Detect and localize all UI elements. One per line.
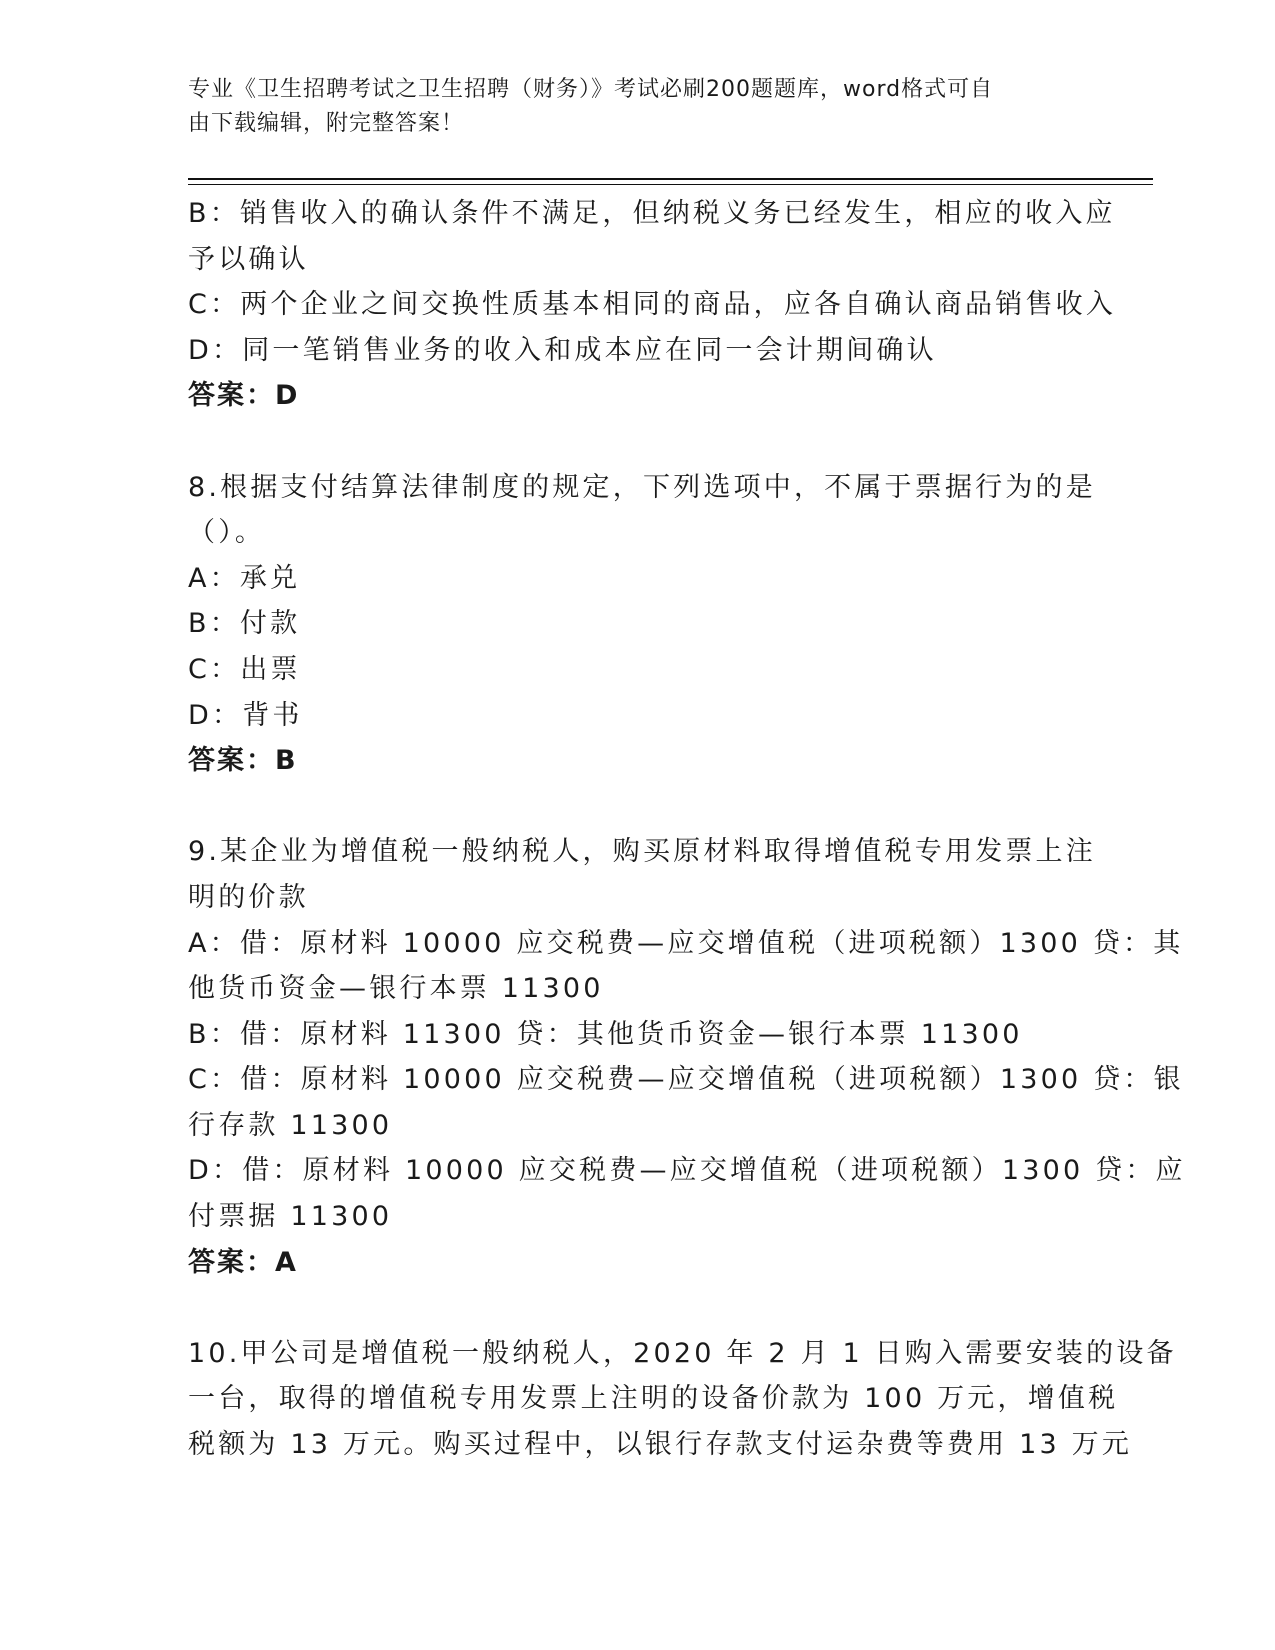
option-a: A：承兑: [188, 562, 301, 594]
header-title-line-2: 由下载编辑，附完整答案！: [188, 111, 465, 136]
spacer: [188, 1285, 1088, 1331]
document-body: [188, 191, 1186, 1468]
question-stem-line-3: 税额为 13 万元。购买过程中，以银行存款支付运杂费等费用 13 万元: [188, 1429, 1133, 1461]
question-stem-line-2: 一台，取得的增值税专用发票上注明的设备价款为 100 万元，增值税: [188, 1383, 1119, 1415]
option-c-line-2: 行存款 11300: [188, 1109, 393, 1141]
option-a-line-1: A：借：原材料 10000 应交税费—应交增值税（进项税额）1300 贷：其: [188, 927, 1184, 959]
spacer: [188, 784, 1088, 830]
option-d: D：同一笔销售业务的收入和成本应在同一会计期间确认: [188, 334, 937, 366]
option-b-line-1: B：销售收入的确认条件不满足，但纳税义务已经发生，相应的收入应: [188, 198, 1116, 229]
header-title-line-1: 专业《卫生招聘考试之卫生招聘（财务）》考试必刷200题题库，word格式可自: [188, 77, 994, 102]
question-stem-line-1: 9.某企业为增值税一般纳税人，购买原材料取得增值税专用发票上注: [188, 836, 1096, 868]
question-7-continued: [188, 191, 1117, 419]
option-b: B：借：原材料 11300 贷：其他货币资金—银行本票 11300: [188, 1018, 1023, 1050]
option-d: D：背书: [188, 699, 303, 731]
header-divider-thin: [188, 184, 1153, 185]
option-a-line-2: 他货币资金—银行本票 11300: [188, 973, 604, 1005]
option-b-line-2: 予以确认: [188, 243, 309, 275]
question-stem-line-2: 明的价款: [188, 881, 309, 913]
question-9: [188, 829, 1186, 1285]
option-c: C：两个企业之间交换性质基本相同的商品，应各自确认商品销售收入: [188, 289, 1117, 321]
option-d-line-2: 付票据 11300: [188, 1201, 393, 1233]
answer-label: 答案：A: [188, 1246, 298, 1278]
question-stem-line-1: 10.甲公司是增值税一般纳税人，2020 年 2 月 1 日购入需要安装的设备: [188, 1337, 1177, 1369]
question-stem-line-1: 8.根据支付结算法律制度的规定，下列选项中，不属于票据行为的是: [188, 471, 1096, 503]
option-c: C：出票: [188, 653, 301, 685]
option-b: B：付款: [188, 608, 301, 640]
answer-label: 答案：D: [188, 380, 300, 412]
document-header: [188, 73, 1068, 141]
spacer: [188, 419, 1088, 465]
option-c-line-1: C：借：原材料 10000 应交税费—应交增值税（进项税额）1300 贷：银: [188, 1064, 1184, 1096]
option-d-line-1: D：借：原材料 10000 应交税费—应交增值税（进项税额）1300 贷：应: [188, 1155, 1186, 1187]
answer-label: 答案：B: [188, 745, 298, 777]
header-divider-thick: [188, 178, 1153, 180]
question-stem-line-2: （）。: [188, 517, 266, 549]
question-8: [188, 465, 1096, 784]
question-10: [188, 1331, 1177, 1468]
